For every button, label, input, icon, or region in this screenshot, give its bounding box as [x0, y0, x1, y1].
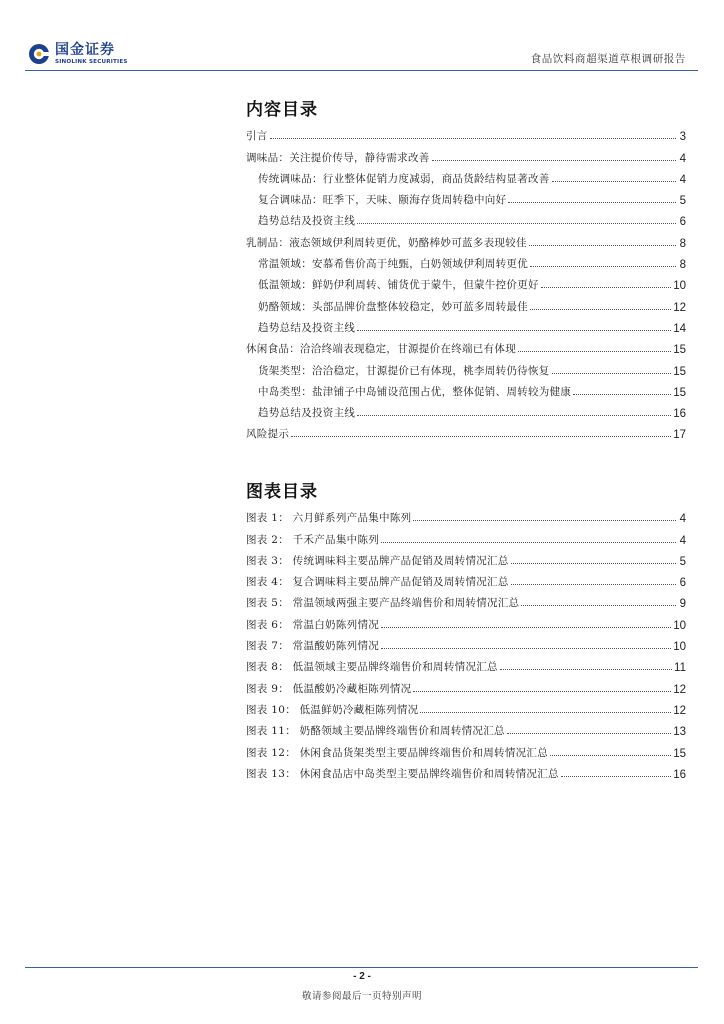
toc-entry[interactable] — [246, 378, 686, 399]
toc-entry[interactable] — [246, 292, 686, 313]
header-divider — [25, 70, 698, 71]
toc-entry[interactable] — [246, 271, 686, 292]
toc-entry-page: 4 — [679, 152, 686, 165]
dot-leader — [530, 309, 671, 310]
figure-entry-page: 4 — [679, 513, 686, 526]
toc-entry-label: 引言 — [246, 130, 268, 143]
toc-entry[interactable] — [246, 399, 686, 420]
figure-entry[interactable] — [246, 760, 686, 781]
report-title: 食品饮料商超渠道草根调研报告 — [530, 53, 686, 65]
toc-entry-page: 3 — [679, 131, 686, 144]
toc-entry-page: 6 — [679, 216, 686, 229]
dot-leader — [500, 669, 672, 670]
dot-leader — [541, 287, 671, 288]
figure-entry-label: 图表 12： 休闲食品货架类型主要品牌终端售价和周转情况汇总 — [246, 746, 549, 759]
toc-entry-label: 中岛类型：盐津铺子中岛铺设范围占优，整体促销、周转较为健康 — [258, 385, 572, 398]
figure-entry-label: 图表 7： 常温酸奶陈列情况 — [246, 640, 380, 653]
figure-entry-page: 13 — [673, 726, 686, 739]
dot-leader — [530, 266, 676, 267]
toc-entry-label: 奶酪领域：头部品牌价盘整体较稳定，妙可蓝多周转最佳 — [258, 300, 528, 313]
dot-leader — [552, 373, 672, 374]
figure-entry-label: 图表 11： 奶酪领域主要品牌终端售价和周转情况汇总 — [246, 725, 505, 738]
contents-list — [246, 122, 686, 441]
footer-divider — [25, 967, 698, 968]
toc-entry-page: 10 — [673, 280, 686, 293]
toc-entry-page: 12 — [673, 301, 686, 314]
toc-entry-page: 14 — [673, 322, 686, 335]
figure-entry-page: 6 — [679, 577, 686, 590]
toc-entry-page: 17 — [673, 429, 686, 442]
dot-leader — [381, 627, 671, 628]
toc-entry[interactable] — [246, 356, 686, 377]
toc-entry[interactable] — [246, 228, 686, 249]
figure-entry-label: 图表 9： 低温酸奶冷藏柜陈列情况 — [246, 682, 412, 695]
disclaimer-note: 敬请参阅最后一页特别声明 — [301, 991, 422, 1002]
figure-entry-label: 图表 6： 常温白奶陈列情况 — [246, 618, 380, 631]
figure-entry[interactable] — [246, 568, 686, 589]
toc-entry[interactable] — [246, 420, 686, 441]
figure-entry-page: 16 — [673, 768, 686, 781]
figure-entry-page: 4 — [679, 534, 686, 547]
toc-entry-label: 休闲食品：洽洽终端表现稳定，甘源提价在终端已有体现 — [246, 343, 516, 356]
figure-entry-label: 图表 13： 休闲食品店中岛类型主要品牌终端售价和周转情况汇总 — [246, 767, 559, 780]
figure-entry[interactable] — [246, 632, 686, 653]
dot-leader — [357, 223, 676, 224]
figure-entry-page: 10 — [673, 641, 686, 654]
dot-leader — [573, 394, 671, 395]
dot-leader — [550, 755, 671, 756]
toc-entry-page: 15 — [673, 365, 686, 378]
dot-leader — [420, 712, 671, 713]
toc-entry-label: 低温领域：鲜奶伊利周转、铺货优于蒙牛，但蒙牛控价更好 — [258, 279, 539, 292]
dot-leader — [270, 138, 676, 139]
figure-entry[interactable] — [246, 674, 686, 695]
dot-leader — [507, 733, 671, 734]
dot-leader — [357, 415, 671, 416]
toc-entry-page: 8 — [679, 237, 686, 250]
dot-leader — [381, 542, 676, 543]
figure-entry-page: 15 — [673, 747, 686, 760]
figure-entry-label: 图表 10： 低温鲜奶冷藏柜陈列情况 — [246, 703, 419, 716]
toc-entry-label: 风险提示 — [246, 428, 290, 441]
toc-entry[interactable] — [246, 314, 686, 335]
figure-entry-page: 10 — [673, 619, 686, 632]
figure-entry-label: 图表 8： 低温领域主要品牌终端售价和周转情况汇总 — [246, 661, 498, 674]
logo-english-name: SINOLINK SECURITIES — [55, 58, 128, 65]
toc-entry-label: 趋势总结及投资主线 — [258, 407, 356, 420]
figure-entry-label: 图表 4： 复合调味料主要品牌产品促销及周转情况汇总 — [246, 576, 509, 589]
toc-entry-page: 16 — [673, 408, 686, 421]
toc-entry-label: 趋势总结及投资主线 — [258, 215, 356, 228]
dot-leader — [511, 563, 676, 564]
figure-entry-page: 12 — [673, 704, 686, 717]
figure-entry[interactable] — [246, 610, 686, 631]
figure-entry[interactable] — [246, 547, 686, 568]
dot-leader — [521, 605, 676, 606]
figure-entry-label: 图表 3： 传统调味料主要品牌产品促销及周转情况汇总 — [246, 554, 509, 567]
figure-entry[interactable] — [246, 738, 686, 759]
page-header — [0, 0, 724, 74]
toc-entry-label: 传统调味品：行业整体促销力度减弱，商品货龄结构显著改善 — [258, 172, 550, 185]
figure-entry[interactable] — [246, 717, 686, 738]
toc-entry-page: 15 — [673, 344, 686, 357]
dot-leader — [552, 181, 676, 182]
toc-entry-label: 趋势总结及投资主线 — [258, 321, 356, 334]
figure-entry-label: 图表 2： 千禾产品集中陈列 — [246, 533, 380, 546]
figure-entry[interactable] — [246, 696, 686, 717]
logo-chinese-name: 国金证券 — [55, 41, 115, 58]
page-number: - 2 - — [353, 971, 371, 982]
toc-entry[interactable] — [246, 250, 686, 271]
figure-entry[interactable] — [246, 653, 686, 674]
toc-entry-page: 5 — [679, 195, 686, 208]
contents-title: 内容目录 — [246, 100, 318, 120]
toc-entry[interactable] — [246, 122, 686, 143]
figure-entry-label: 图表 5： 常温领域两强主要产品终端售价和周转情况汇总 — [246, 597, 520, 610]
toc-entry-page: 15 — [673, 386, 686, 399]
figure-entry[interactable] — [246, 504, 686, 525]
toc-entry-page: 4 — [679, 173, 686, 186]
dot-leader — [508, 202, 676, 203]
toc-entry-label: 常温领域：安慕希售价高于纯甄，白奶领域伊利周转更优 — [258, 258, 528, 271]
dot-leader — [413, 520, 676, 521]
figure-entry[interactable] — [246, 525, 686, 546]
figure-entry-label: 图表 1： 六月鲜系列产品集中陈列 — [246, 512, 412, 525]
toc-entry[interactable] — [246, 186, 686, 207]
dot-leader — [381, 648, 671, 649]
dot-leader — [432, 160, 676, 161]
toc-entry[interactable] — [246, 165, 686, 186]
dot-leader — [413, 691, 671, 692]
toc-entry-label: 乳制品：液态领域伊利周转更优，奶酪棒妙可蓝多表现较佳 — [246, 236, 527, 249]
figures-title: 图表目录 — [246, 482, 318, 502]
figure-entry[interactable] — [246, 589, 686, 610]
figure-entry-page: 12 — [673, 683, 686, 696]
toc-entry[interactable] — [246, 207, 686, 228]
dot-leader — [561, 776, 671, 777]
dot-leader — [511, 584, 676, 585]
toc-entry-label: 货架类型：洽洽稳定，甘源提价已有体现，桃李周转仍待恢复 — [258, 364, 550, 377]
toc-entry-page: 8 — [679, 259, 686, 272]
figures-list — [246, 504, 686, 781]
company-logo — [28, 40, 128, 68]
dot-leader — [518, 351, 671, 352]
toc-entry[interactable] — [246, 335, 686, 356]
sinolink-logo-icon — [28, 43, 50, 65]
dot-leader — [529, 245, 676, 246]
dot-leader — [357, 330, 671, 331]
toc-entry-label: 调味品：关注提价传导，静待需求改善 — [246, 151, 430, 164]
figure-entry-page: 9 — [679, 598, 686, 611]
figure-entry-page: 11 — [674, 662, 686, 675]
toc-entry[interactable] — [246, 143, 686, 164]
toc-entry-label: 复合调味品：旺季下，天味、颐海存货周转稳中向好 — [258, 194, 507, 207]
dot-leader — [291, 436, 671, 437]
figure-entry-page: 5 — [679, 555, 686, 568]
